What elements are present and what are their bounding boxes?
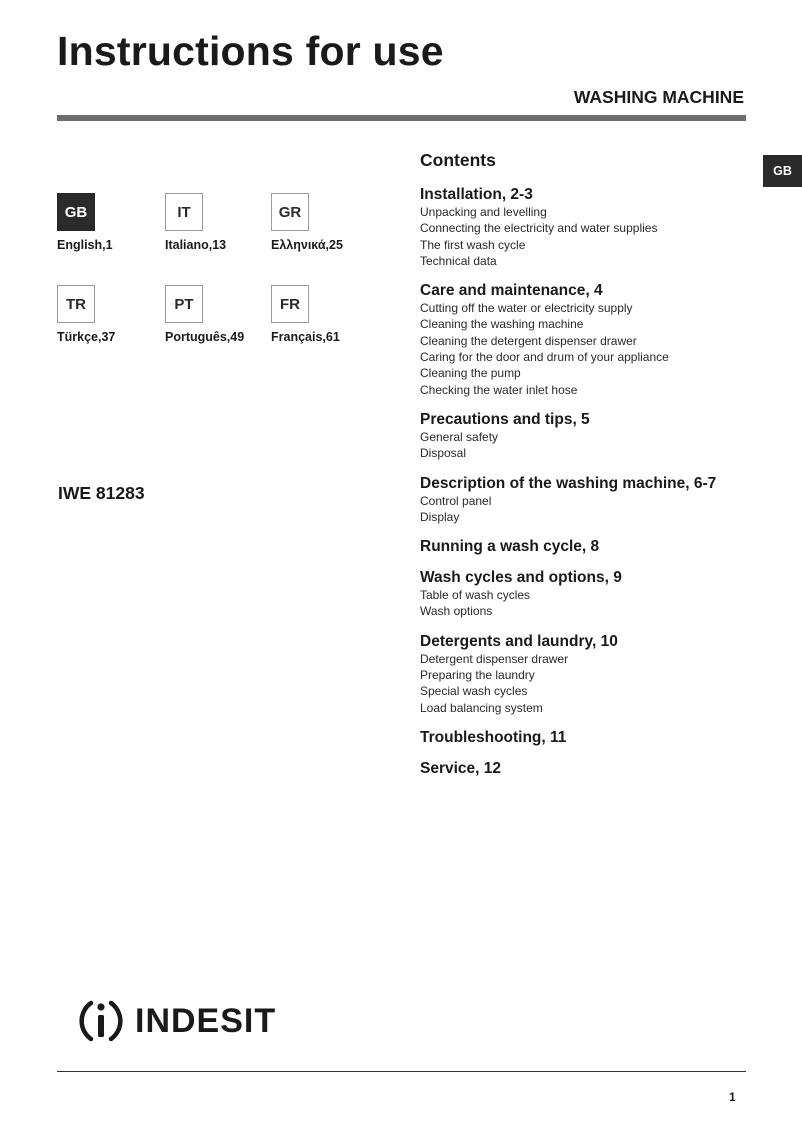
language-side-tab: GB <box>763 155 802 187</box>
table-of-contents <box>420 150 760 790</box>
language-label: Türkçe,37 <box>57 330 116 344</box>
section-item[interactable]: Display <box>420 509 460 524</box>
language-label: Ελληνικά,25 <box>271 238 343 252</box>
language-turkish[interactable] <box>57 285 137 344</box>
language-code-box: GR <box>271 193 309 231</box>
language-label: Português,49 <box>165 330 245 344</box>
header-divider <box>57 115 746 121</box>
section-title[interactable]: Wash cycles and options, 9 <box>420 569 622 587</box>
section-item[interactable]: Control panel <box>420 493 492 508</box>
section-item[interactable]: Cutting off the water or electricity supply <box>420 301 633 316</box>
section-item[interactable]: Caring for the door and drum of your appliance <box>420 350 669 365</box>
contents-heading: Contents <box>420 150 496 170</box>
document-subtitle: WASHING MACHINE <box>573 87 744 107</box>
section-item[interactable]: Special wash cycles <box>420 684 528 699</box>
section-item[interactable]: Technical data <box>420 253 497 268</box>
page-number: 1 <box>729 1090 736 1104</box>
contents-section <box>420 759 760 778</box>
language-code-box: GB <box>57 193 95 231</box>
language-code-box: FR <box>271 285 309 323</box>
brand-wordmark: INDESIT <box>135 1001 277 1040</box>
language-label: Italiano,13 <box>165 238 227 252</box>
section-title[interactable]: Running a wash cycle, 8 <box>420 538 600 556</box>
section-item[interactable]: Cleaning the detergent dispenser drawer <box>420 333 637 348</box>
section-item[interactable]: Checking the water inlet hose <box>420 382 578 397</box>
contents-section <box>420 632 760 716</box>
section-title[interactable]: Detergents and laundry, 10 <box>420 632 618 650</box>
contents-section <box>420 410 760 462</box>
contents-section <box>420 474 760 526</box>
section-items <box>420 651 760 716</box>
section-title[interactable]: Troubleshooting, 11 <box>420 728 567 746</box>
language-french[interactable] <box>271 285 351 344</box>
section-item[interactable]: Table of wash cycles <box>420 588 531 603</box>
model-number: IWE 81283 <box>58 483 145 503</box>
contents-section <box>420 537 760 556</box>
section-item[interactable]: Wash options <box>420 604 493 619</box>
section-item[interactable]: Load balancing system <box>420 700 543 715</box>
contents-section <box>420 728 760 747</box>
language-label: English,1 <box>57 238 113 252</box>
language-code-box: PT <box>165 285 203 323</box>
section-items <box>420 429 760 462</box>
brand-logo <box>75 995 276 1047</box>
section-item[interactable]: The first wash cycle <box>420 237 526 252</box>
document-title: Instructions for use <box>57 28 444 74</box>
language-greek[interactable] <box>271 193 351 252</box>
language-portuguese[interactable] <box>165 285 245 344</box>
language-code-box: TR <box>57 285 95 323</box>
language-italian[interactable] <box>165 193 245 252</box>
language-code-box: IT <box>165 193 203 231</box>
section-items <box>420 300 760 398</box>
indesit-logo-icon <box>75 995 127 1047</box>
footer-divider <box>57 1071 746 1072</box>
contents-section <box>420 568 760 620</box>
section-item[interactable]: Cleaning the washing machine <box>420 317 584 332</box>
section-item[interactable]: Connecting the electricity and water supplies <box>420 221 658 236</box>
section-title[interactable]: Description of the washing machine, 6-7 <box>420 474 717 492</box>
section-item[interactable]: Cleaning the pump <box>420 366 521 381</box>
section-item[interactable]: Disposal <box>420 446 467 461</box>
section-title[interactable]: Care and maintenance, 4 <box>420 282 603 300</box>
language-label: Français,61 <box>271 330 340 344</box>
section-item[interactable]: General safety <box>420 429 499 444</box>
section-items <box>420 493 760 526</box>
section-items <box>420 204 760 269</box>
section-title[interactable]: Installation, 2-3 <box>420 186 533 203</box>
language-english[interactable] <box>57 193 137 252</box>
contents-section <box>420 185 760 269</box>
section-items <box>420 587 760 620</box>
section-title[interactable]: Service, 12 <box>420 759 502 777</box>
section-item[interactable]: Preparing the laundry <box>420 668 535 683</box>
section-title[interactable]: Precautions and tips, 5 <box>420 410 590 428</box>
contents-section <box>420 281 760 398</box>
section-item[interactable]: Detergent dispenser drawer <box>420 651 569 666</box>
section-item[interactable]: Unpacking and levelling <box>420 205 547 219</box>
contents-sections <box>420 185 760 778</box>
